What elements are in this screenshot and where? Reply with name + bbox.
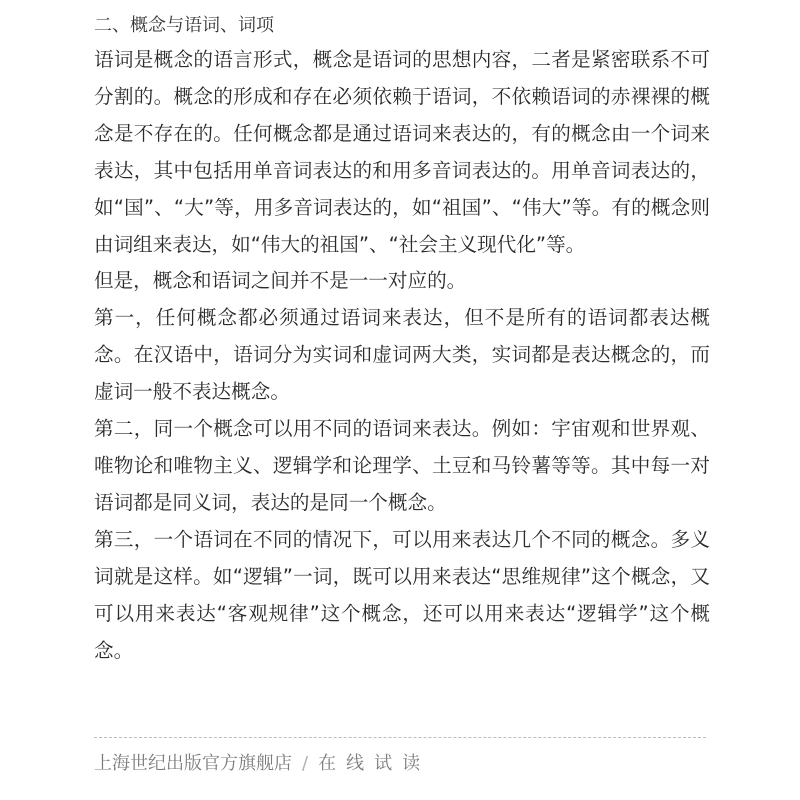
footer-bar	[94, 750, 430, 778]
paragraph-second: 第二，同一个概念可以用不同的语词来表达。例如：宇宙观和世界观、唯物论和唯物主义、逻辑学和论理学、土豆和马铃薯等等。其中每一对语词都是同义词，表达的是同一个概念。	[94, 417, 710, 514]
paragraph-however: 但是，概念和语词之间并不是一一对应的。	[94, 269, 467, 293]
footer-separator: /	[302, 753, 309, 774]
trial-read-link[interactable]: 在线试读	[318, 753, 431, 774]
paragraph-third: 第三，一个语词在不同的情况下，可以用来表达几个不同的概念。多义词就是这样。如“逻辑”一词，既可以用来表达“思维规律”这个概念，又可以用来表达“客观规律”这个概念，还可以用来表达“逻辑学”这个概念。	[94, 527, 710, 662]
article-body	[94, 12, 710, 669]
footer-divider	[94, 737, 706, 738]
section-heading: 二、概念与语词、词项	[94, 15, 274, 36]
store-link[interactable]: 上海世纪出版官方旗舰店	[94, 753, 292, 774]
paragraph-intro: 语词是概念的语言形式，概念是语词的思想内容，二者是紧密联系不可分割的。概念的形成和存在必须依赖于语词，不依赖语词的赤裸裸的概念是不存在的。任何概念都是通过语词来表达的，有的概念由一个词来表达，其中包括用单音词表达的和用多音词表达的。用单音词表达的，如“国”、“大”等，用多音词表达的，如“祖国”、“伟大”等。有的概念则由词组来表达，如“伟大的祖国”、“社会主义现代化”等。	[94, 48, 710, 256]
paragraph-first: 第一，任何概念都必须通过语词来表达，但不是所有的语词都表达概念。在汉语中，语词分为实词和虚词两大类，实词都是表达概念的，而虚词一般不表达概念。	[94, 306, 710, 404]
